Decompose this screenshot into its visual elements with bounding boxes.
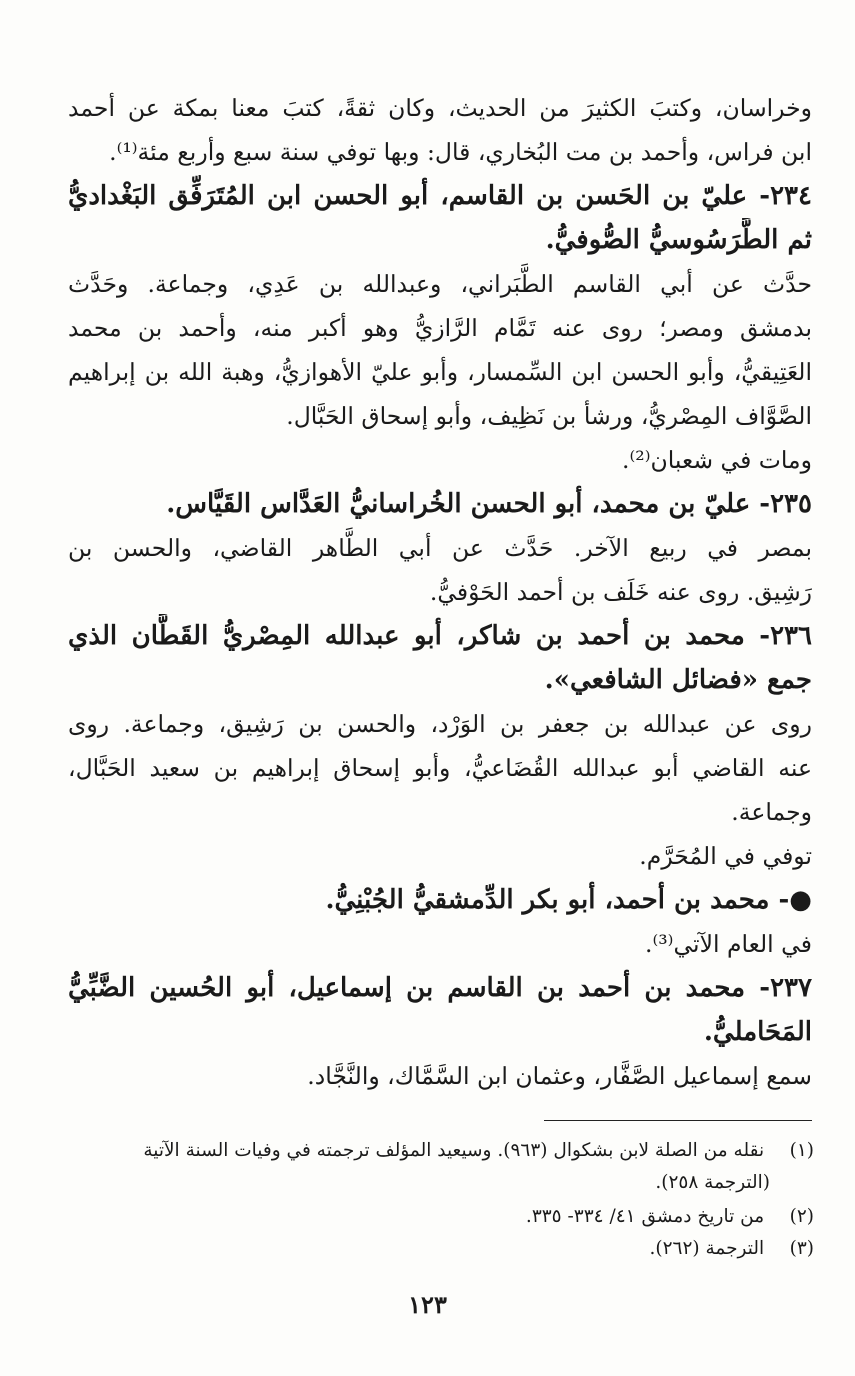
text-line: وجماعة. <box>731 798 812 826</box>
footnote-1 <box>68 1136 814 1166</box>
text-line: وخراسان، وكتبَ الكثيرَ من الحديث، وكان ثقةً، كتبَ معنا بمكة عن أحمد <box>68 94 812 122</box>
text-line: حدَّث عن أبي القاسم الطَّبَراني، وعبدالله بن عَدِي، وجماعة. وحَدَّث <box>68 270 812 298</box>
text-line: في العام الآتي⁽³⁾. <box>645 930 812 958</box>
entry-heading-234-cont: ثم الطَّرَسُوسيُّ الصُّوفيُّ. <box>545 225 812 255</box>
footnote-number: (١) <box>789 1140 814 1161</box>
entry-heading-234: ٢٣٤- عليّ بن الحَسن بن القاسم، أبو الحسن ابن المُتَرَفِّق البَغْداديُّ <box>68 181 812 211</box>
text-line: عنه القاضي أبو عبدالله القُضَاعيُّ، وأبو إسحاق إبراهيم بن سعيد الحَبَّال، <box>68 754 812 782</box>
text-line: العَتِيقيُّ، وأبو الحسن ابن السِّمسار، وأبو عليّ الأهوازيُّ، وهبة الله بن إبراهيم <box>68 358 812 386</box>
footnote-text: من تاريخ دمشق ٤١/ ٣٣٤- ٣٣٥. <box>525 1206 765 1227</box>
text-line: ابن فراس، وأحمد بن مت البُخاري، قال: وبها توفي سنة سبع وأربع مئة⁽¹⁾. <box>109 138 812 166</box>
entry-heading-237-cont: المَحَامليُّ. <box>703 1017 812 1047</box>
footnote-text: نقله من الصلة لابن بشكوال (٩٦٣). وسيعيد المؤلف ترجمته في وفيات السنة الآتية <box>143 1140 765 1161</box>
entry-heading-236: ٢٣٦- محمد بن أحمد بن شاكر، أبو عبدالله المِصْريُّ القَطَّان الذي <box>68 621 812 651</box>
footnote-text: الترجمة (٢٦٢). <box>649 1238 765 1259</box>
entry-heading-bullet: ●- محمد بن أحمد، أبو بكر الدِّمشقيُّ الجُبْنِيُّ. <box>325 885 812 915</box>
text-line: بدمشق ومصر؛ روى عنه تَمَّام الرَّازيُّ وهو أكبر منه، وأحمد بن محمد <box>68 314 812 342</box>
text-line: بمصر في ربيع الآخر. حَدَّث عن أبي الطَّاهر القاضي، والحسن بن <box>68 534 812 562</box>
text-line: الصَّوَّاف المِصْريُّ، ورشأ بن نَظِيف، وأبو إسحاق الحَبَّال. <box>286 402 812 430</box>
entry-heading-236-cont: جمع «فضائل الشافعي». <box>544 665 812 695</box>
text-line: رَشِيق. روى عنه خَلَف بن أحمد الحَوْفيُّ. <box>429 578 812 606</box>
footnote-3 <box>68 1234 814 1264</box>
footnote-number: (٢) <box>789 1206 814 1227</box>
footnote-2 <box>68 1202 814 1232</box>
text-line: ومات في شعبان⁽²⁾. <box>622 446 812 474</box>
text-line: سمع إسماعيل الصَّفَّار، وعثمان ابن السَّمَّاك، والنَّجَّاد. <box>307 1062 812 1090</box>
entry-heading-235: ٢٣٥- عليّ بن محمد، أبو الحسن الخُراسانيُّ العَدَّاس القَيَّاس. <box>166 489 812 519</box>
text-line: توفي في المُحَرَّم. <box>639 842 812 870</box>
footnote-1-cont <box>68 1168 814 1198</box>
entry-heading-237: ٢٣٧- محمد بن أحمد بن القاسم بن إسماعيل، أبو الحُسين الضَّبِّيُّ <box>68 973 812 1003</box>
footnote-separator <box>544 1120 812 1121</box>
footnote-number: (٣) <box>789 1238 814 1259</box>
page-number: ١٢٣ <box>408 1290 447 1319</box>
footnote-text: (الترجمة ٢٥٨). <box>655 1172 770 1193</box>
text-line: روى عن عبدالله بن جعفر بن الوَرْد، والحسن بن رَشِيق، وجماعة. روى <box>68 710 812 738</box>
